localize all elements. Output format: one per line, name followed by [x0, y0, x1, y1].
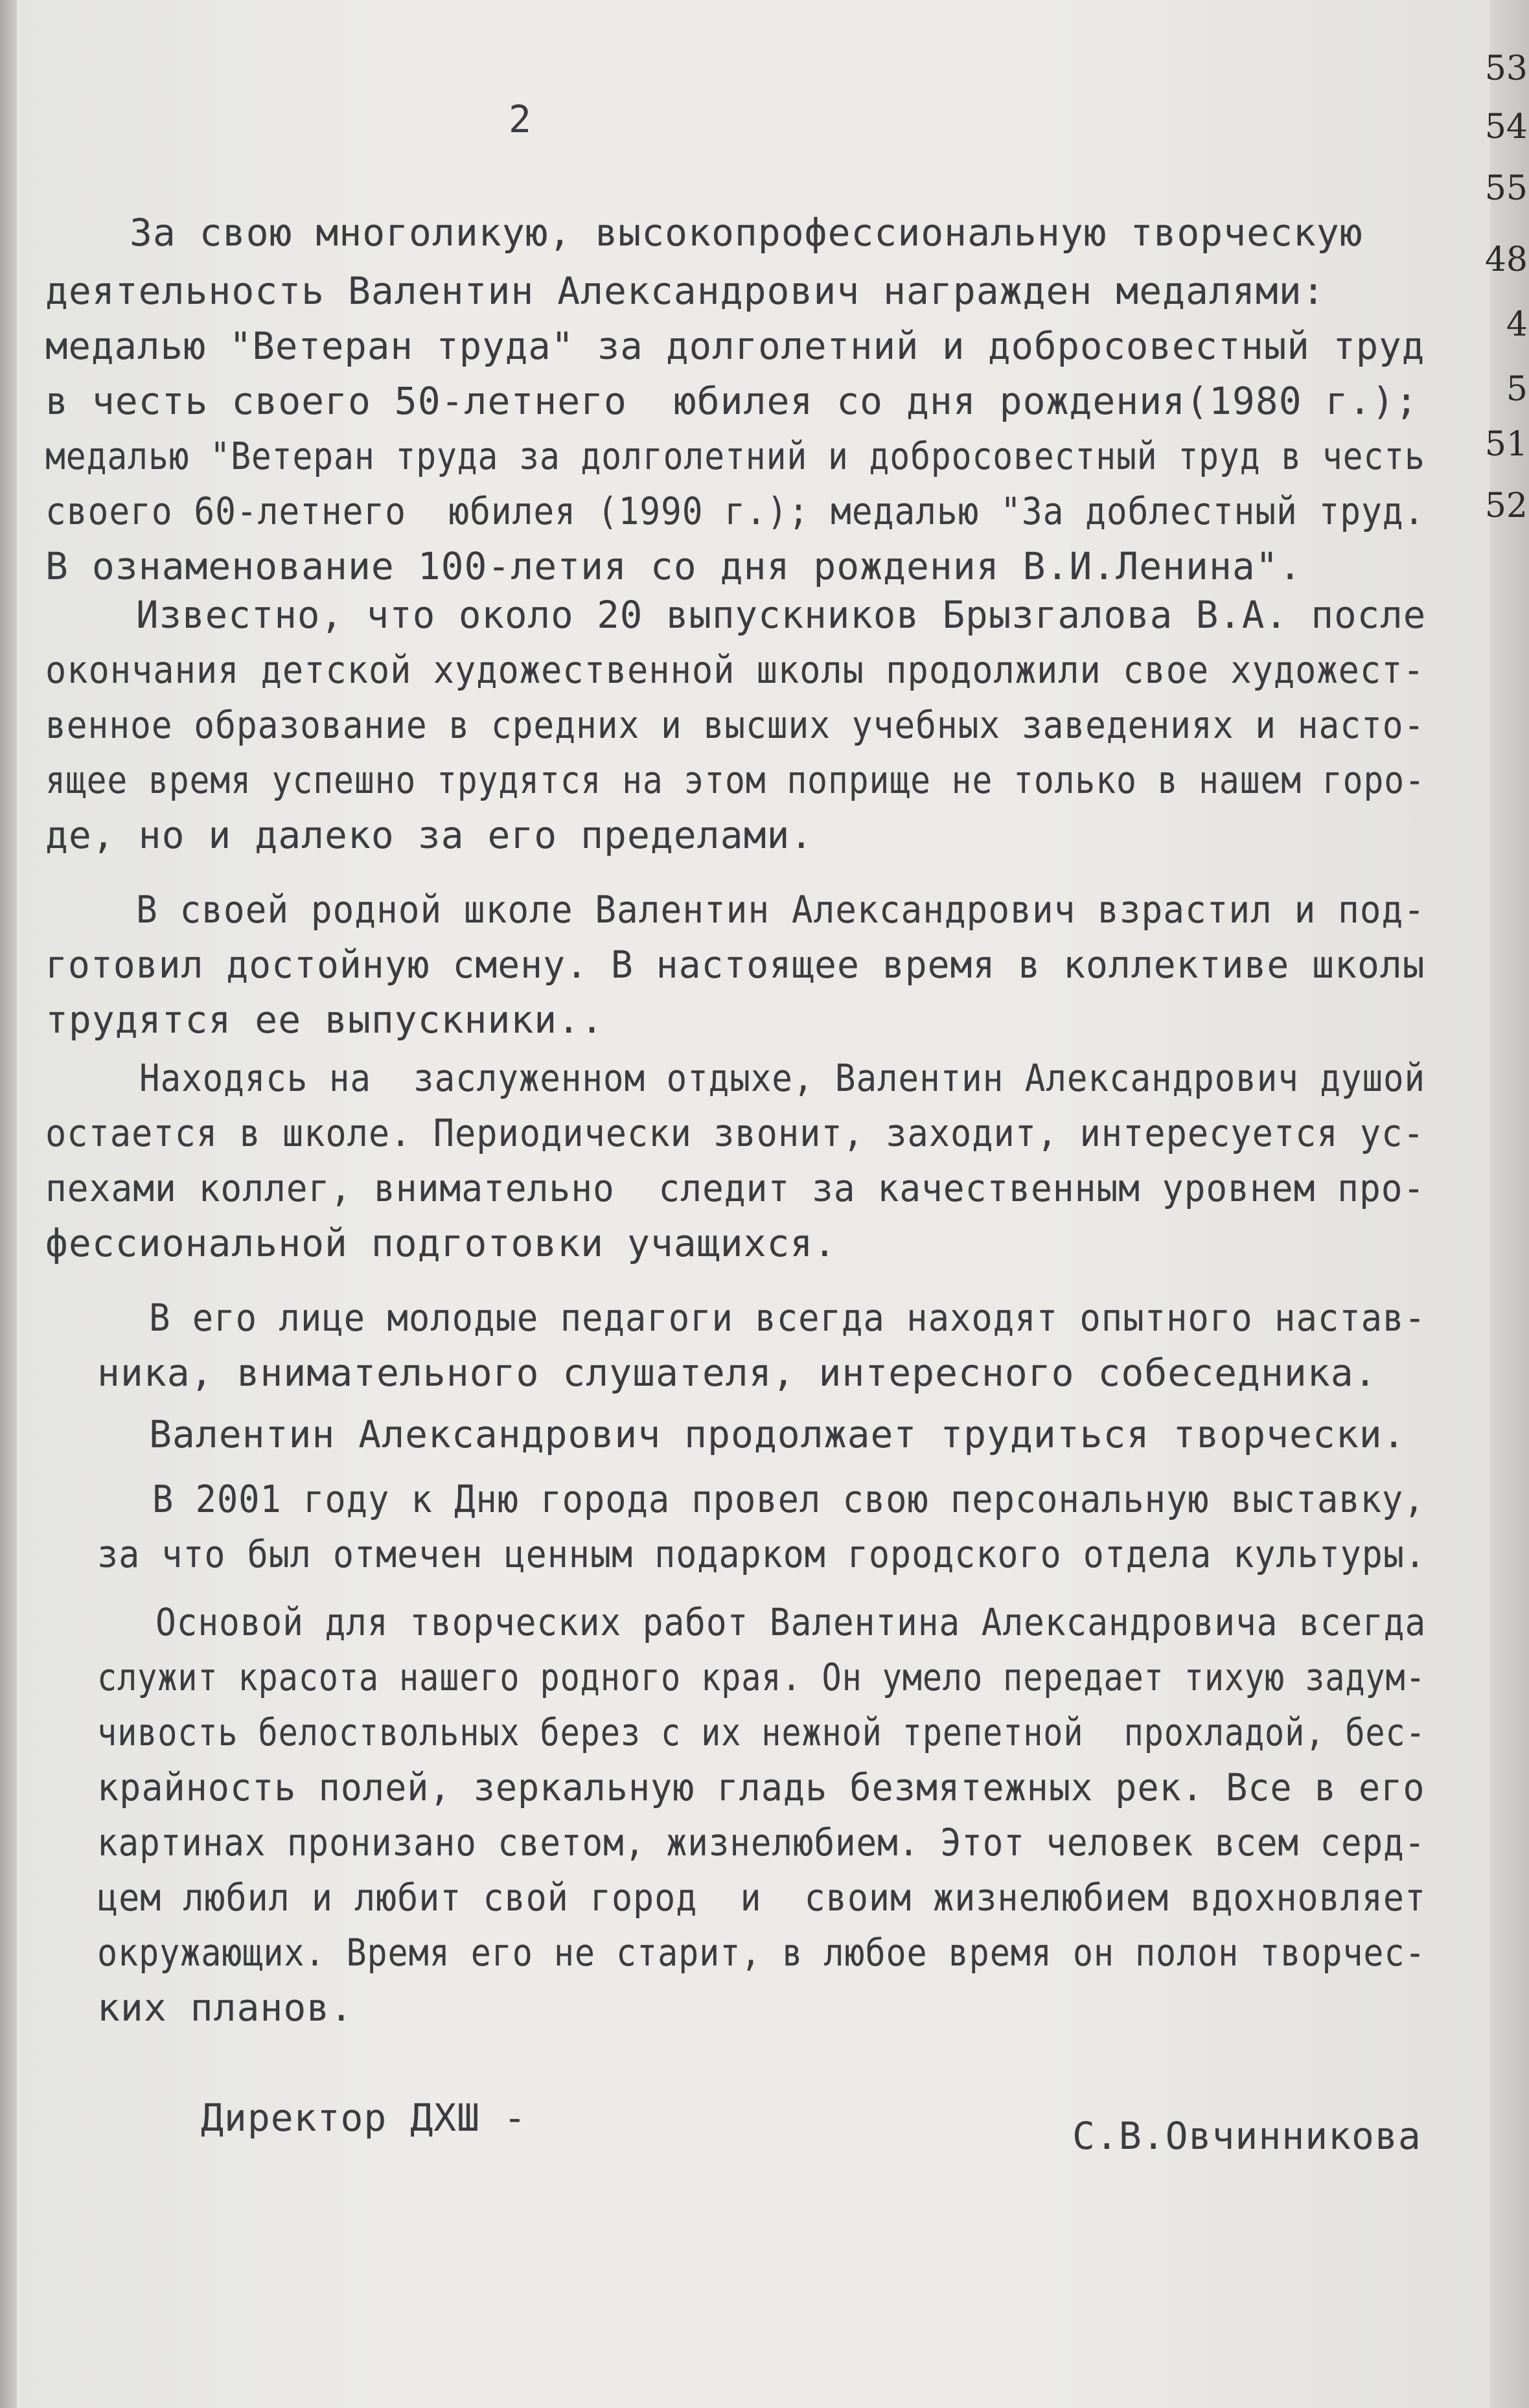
page-number: 2	[509, 97, 532, 141]
binding-shadow	[0, 0, 17, 2408]
text-line: остается в школе. Периодически звонит, заходит, интересуется ус-	[45, 1111, 1425, 1155]
margin-number: 51	[1484, 425, 1528, 464]
text-line: Известно, что около 20 выпускников Брызгалова В.А. после	[136, 593, 1427, 637]
text-line: ких планов.	[97, 1986, 354, 2030]
text-line: В своей родной школе Валентин Александрович взрастил и под-	[136, 888, 1425, 932]
text-line: Основой для творческих работ Валентина Александровича всегда	[155, 1600, 1427, 1644]
signature-position: Директор ДХШ -	[201, 2096, 527, 2140]
text-line: В его лице молодые педагоги всегда находят опытного настав-	[149, 1296, 1426, 1340]
text-line: За свою многоликую, высокопрофессиональную творческую	[130, 211, 1363, 255]
text-line: фессиональной подготовки учащихся.	[45, 1221, 837, 1265]
text-line: чивость белоствольных берез с их нежной трепетной прохладой, бес-	[97, 1710, 1426, 1754]
margin-number: 4	[1506, 305, 1528, 344]
text-line: венное образование в средних и высших учебных заведениях и насто-	[45, 703, 1425, 747]
text-line: медалью "Ветеран труда" за долголетний и добросовестный труд	[45, 324, 1425, 368]
text-line: служит красота нашего родного края. Он умело передает тихую задум-	[97, 1655, 1426, 1699]
margin-number: 54	[1484, 108, 1528, 146]
text-line: цем любил и любит свой город и своим жизнелюбием вдохновляет	[97, 1875, 1427, 1920]
text-line: медалью "Ветеран труда за долголетний и добросовестный труд в честь	[45, 434, 1425, 478]
text-line: ящее время успешно трудятся на этом поприще не только в нашем горо-	[45, 758, 1425, 802]
text-line: ника, внимательного слушателя, интересного собеседника.	[97, 1351, 1377, 1395]
text-line: Валентин Александрович продолжает трудиться творчески.	[149, 1412, 1406, 1456]
margin-number: 55	[1484, 169, 1528, 208]
margin-number: 48	[1484, 240, 1528, 279]
margin-number: 5	[1506, 370, 1528, 409]
text-line: окончания детской художественной школы продолжили свое художест-	[45, 648, 1425, 692]
text-line: своего 60-летнего юбилея (1990 г.); медалью "За доблестный труд.	[45, 489, 1425, 533]
margin-number: 52	[1484, 487, 1528, 525]
signature-name: С.В.Овчинникова	[1072, 2114, 1421, 2158]
text-line: в честь своего 50-летнего юбилея со дня рождения(1980 г.);	[45, 379, 1419, 423]
text-line: пехами коллег, внимательно следит за качественным уровнем про-	[45, 1166, 1425, 1210]
adjacent-page-edge	[1484, 0, 1529, 2408]
text-line: деятельность Валентин Александрович награжден медалями:	[45, 269, 1326, 313]
text-line: за что был отмечен ценным подарком городского отдела культуры.	[97, 1532, 1427, 1576]
text-line: крайность полей, зеркальную гладь безмятежных рек. Все в его	[97, 1765, 1425, 1809]
text-line: де, но и далеко за его пределами.	[45, 813, 814, 857]
margin-number: 53	[1484, 49, 1528, 88]
text-line: В 2001 году к Дню города провел свою персональную выставку,	[152, 1477, 1425, 1521]
text-line: В ознаменование 100-летия со дня рождения В.И.Ленина".	[45, 544, 1302, 588]
text-line: готовил достойную смену. В настоящее время в коллективе школы	[45, 943, 1425, 987]
text-line: Находясь на заслуженном отдыхе, Валентин Александрович душой	[139, 1056, 1426, 1100]
text-line: окружающих. Время его не старит, в любое время он полон творчес-	[97, 1931, 1426, 1975]
text-line: трудятся ее выпускники..	[45, 998, 604, 1042]
text-line: картинах пронизано светом, жизнелюбием. Этот человек всем серд-	[97, 1820, 1426, 1864]
